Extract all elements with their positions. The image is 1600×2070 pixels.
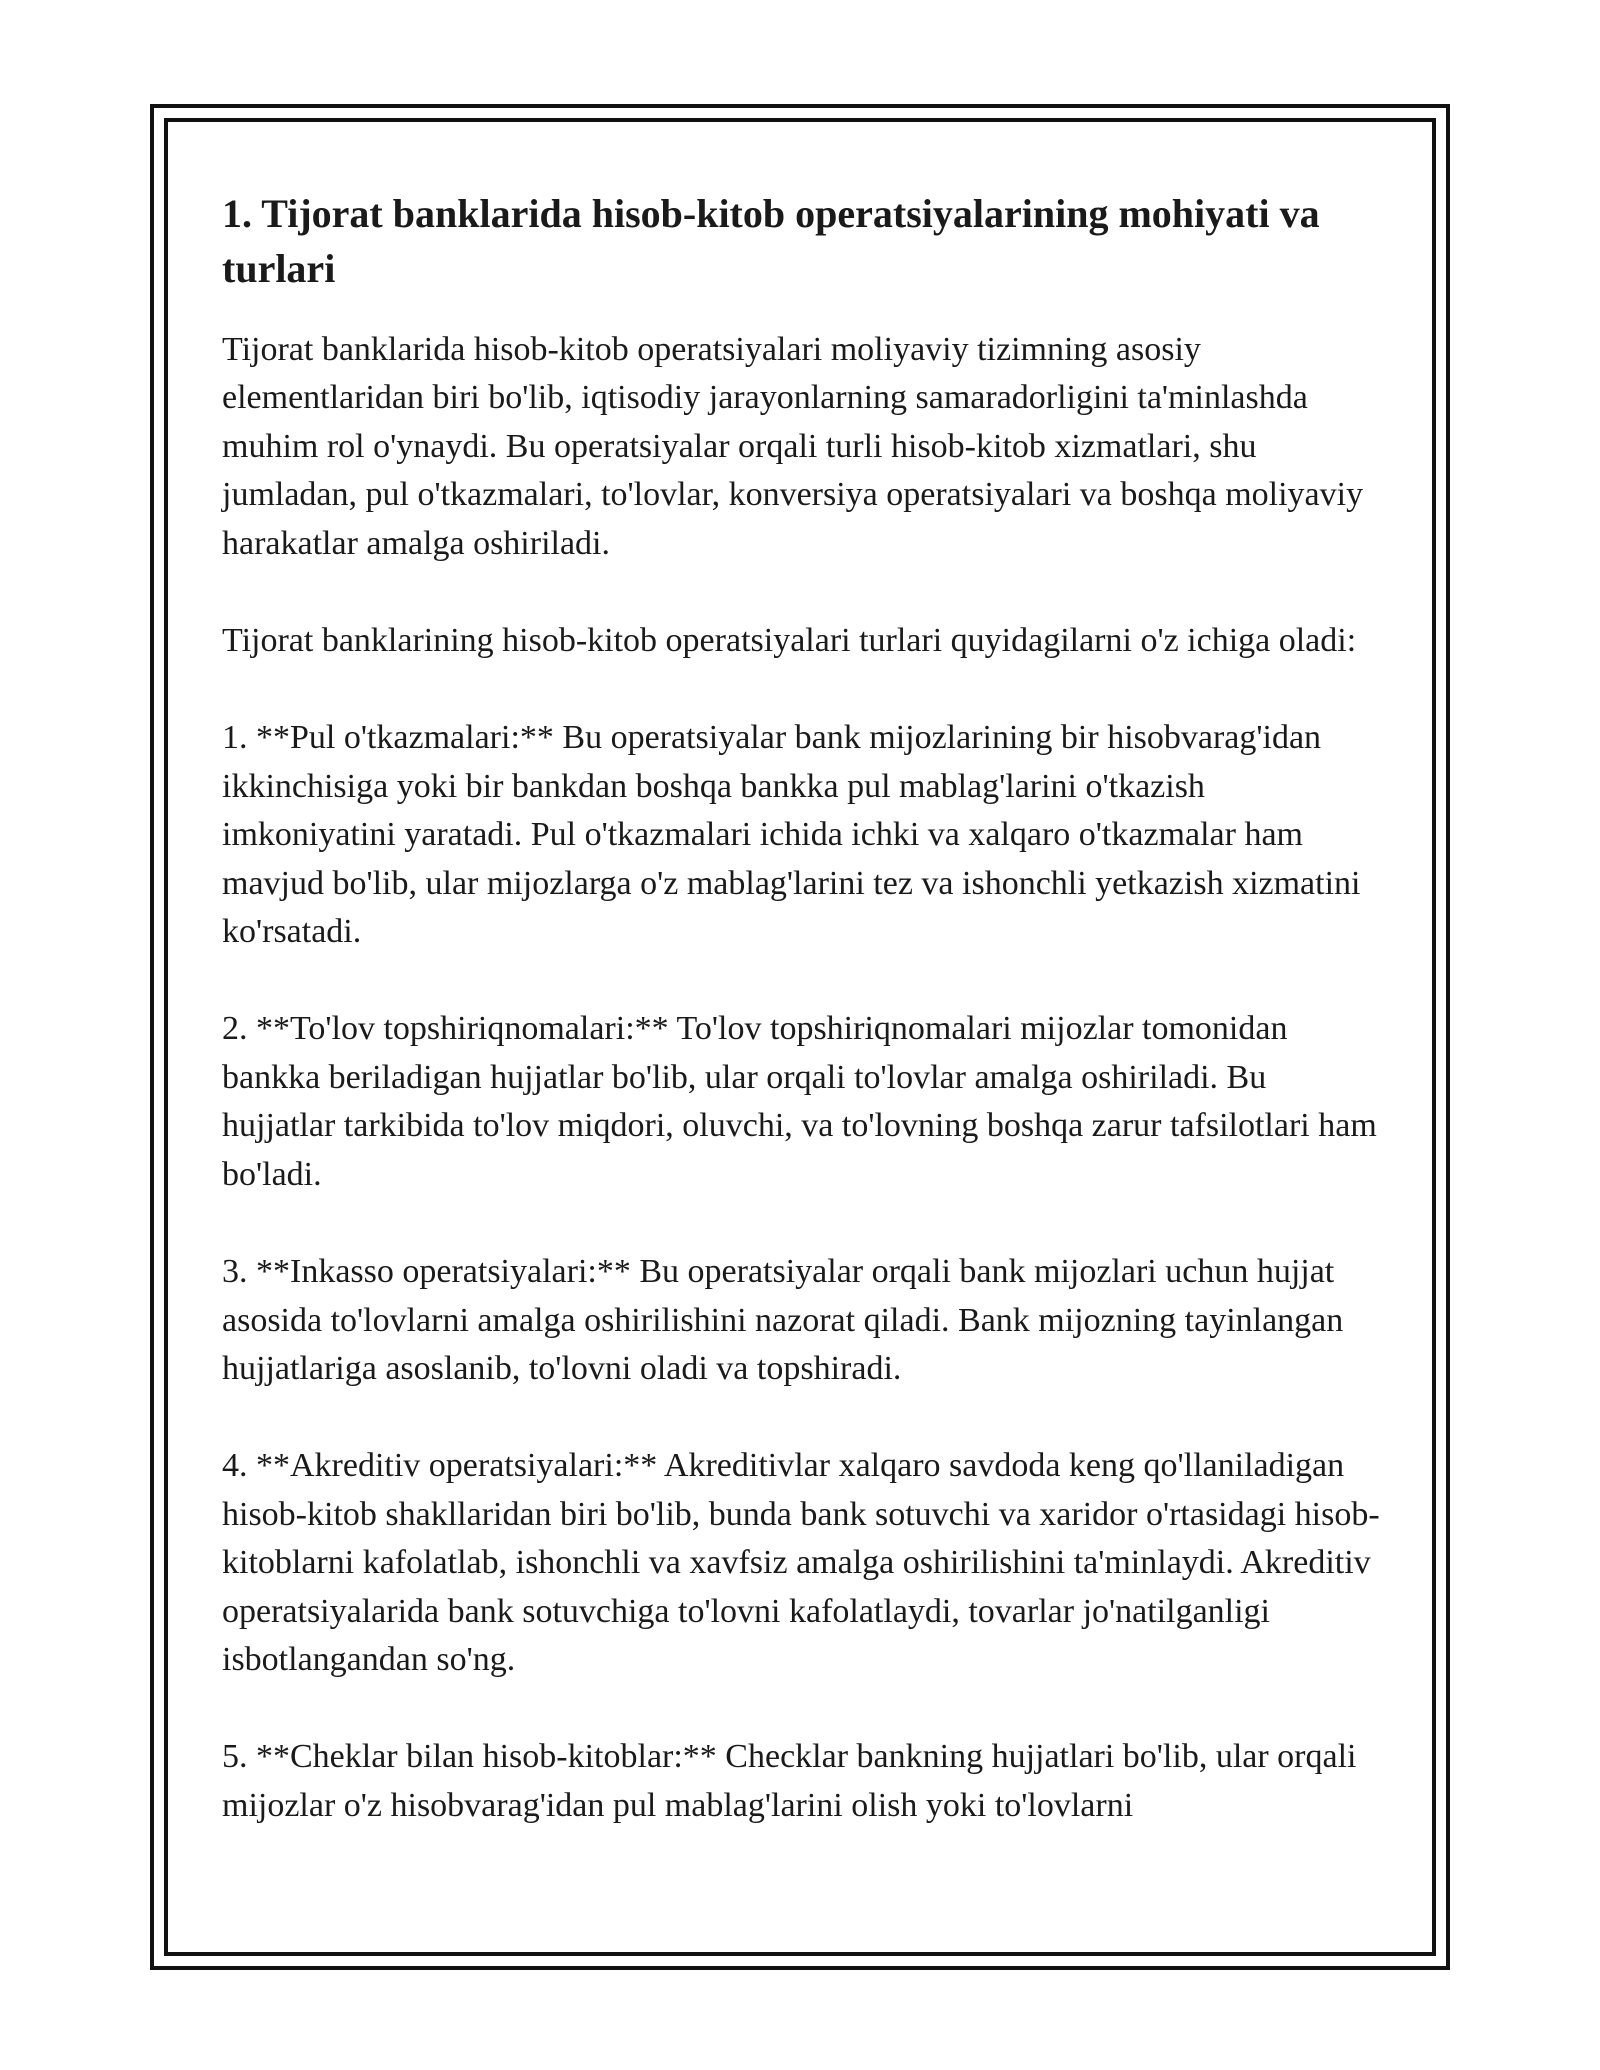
list-item-cheklar: 5. **Cheklar bilan hisob-kitoblar:** Checklar bankning hujjatlari bo'lib, ular orqali mijozlar o'z hisobvarag'idan pul mablag'larini olish yoki to'lovlarni [222,1738,1357,1824]
list-item-inkasso-operatsiyalari: 3. **Inkasso operatsiyalari:** Bu operatsiyalar orqali bank mijozlari uchun hujjat asosida to'lovlarni amalga oshirilishini nazorat qiladi. Bank mijozning tayinlangan hujjatlariga asoslanib, to'lovni oladi va topshiradi. [222,1253,1344,1387]
document-body [222,186,1387,1879]
paragraph-types-lead: Tijorat banklarining hisob-kitob operatsiyalari turlari quyidagilarni o'z ichiga oladi: [222,622,1357,660]
section-heading: 1. Tijorat banklarida hisob-kitob operatsiyalarining mohiyati va turlari [222,191,1320,291]
list-item-tolov-topshiriqnomalari: 2. **To'lov topshiriqnomalari:** To'lov topshiriqnomalari mijozlar tomonidan bankka beriladigan hujjatlar bo'lib, ular orqali to'lovlar amalga oshiriladi. Bu hujjatlar tarkibida to'lov miqdori, oluvchi, va to'lovning boshqa zarur tafsilotlari ham bo'ladi. [222,1010,1377,1193]
list-item-akreditiv-operatsiyalari: 4. **Akreditiv operatsiyalari:** Akreditivlar xalqaro savdoda keng qo'llaniladigan hisob-kitob shakllaridan biri bo'lib, bunda bank sotuvchi va xaridor o'rtasidagi hisob-kitoblarni kafolatlab, ishonchli va xavfsiz amalga oshirilishini ta'minlaydi. Akreditiv operatsiyalarida bank sotuvchiga to'lovni kafolatlaydi, tovarlar jo'natilganligi isbotlangandan so'ng. [222,1447,1380,1678]
list-item-pul-otkazmalari: 1. **Pul o'tkazmalari:** Bu operatsiyalar bank mijozlarining bir hisobvarag'idan ikkinchisiga yoki bir bankdan boshqa bankka pul mablag'larini o'tkazish imkoniyatini yaratadi. Pul o'tkazmalari ichida ichki va xalqaro o'tkazmalar ham mavjud bo'lib, ular mijozlarga o'z mablag'larini tez va ishonchli yetkazish xizmatini ko'rsatadi. [222,719,1361,951]
paragraph-intro: Tijorat banklarida hisob-kitob operatsiyalari moliyaviy tizimning asosiy elementlaridan biri bo'lib, iqtisodiy jarayonlarning samaradorligini ta'minlashda muhim rol o'ynaydi. Bu operatsiyalar orqali turli hisob-kitob xizmatlari, shu jumladan, pul o'tkazmalari, to'lovlar, konversiya operatsiyalari va boshqa moliyaviy harakatlar amalga oshiriladi. [222,331,1364,562]
